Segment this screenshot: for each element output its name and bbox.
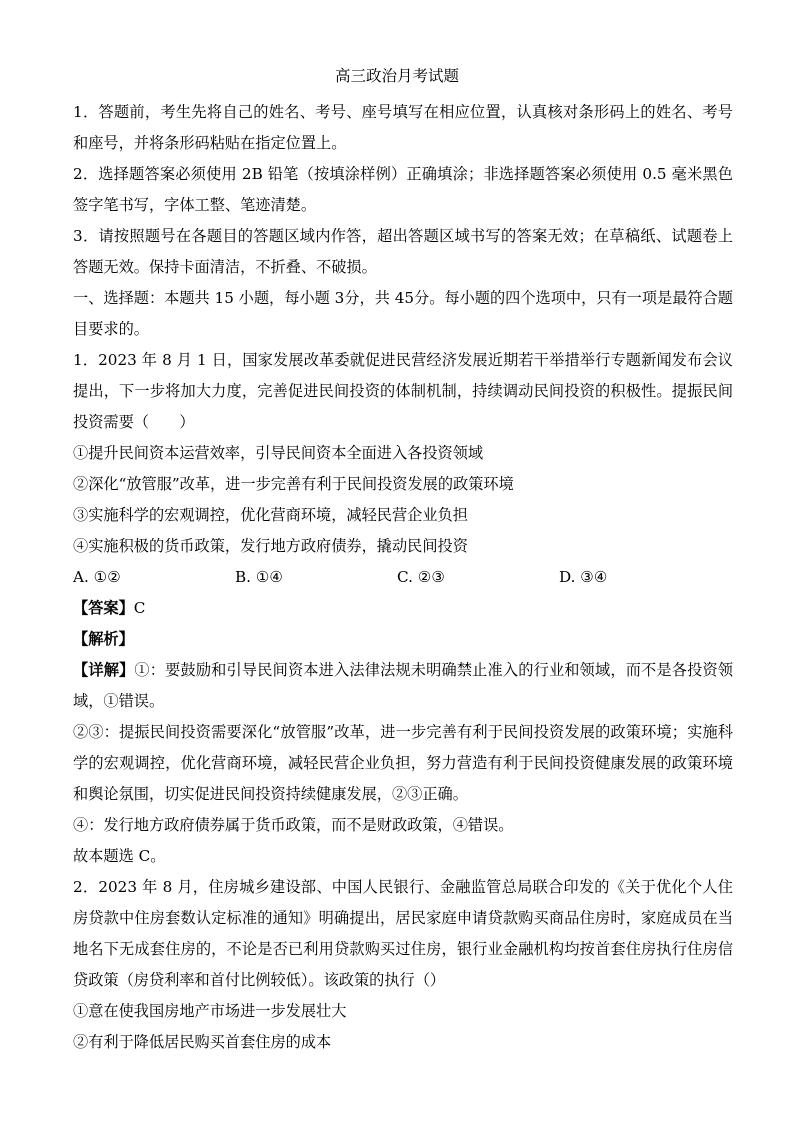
option-b: B. ①④ [235,568,284,586]
question-statement: ④实施积极的货币政策，发行地方政府债券，撬动民间投资 [73,537,468,555]
detail-label: 【详解】 [73,661,135,679]
question-statement: ②有利于降低居民购买首套住房的成本 [73,1033,332,1051]
question-statement: ①意在使我国房地产市场进一步发展壮大 [73,1002,347,1020]
answer-label: 【答案】 [73,599,134,617]
answer-line [73,593,733,624]
option-c: C. ②③ [397,568,445,586]
option-d: D. ③④ [559,568,608,586]
section-heading: 一、选择题：本题共 15 小题，每小题 3分，共 45分。每小题的四个选项中，只有一项是最符合题目要求的。 [73,289,733,338]
question-stem: 1．2023 年 8 月 1 日，国家发展改革委就促进民营经济发展近期若干举措举行专题新闻发布会议提出，下一步将加大力度，完善促进民间投资的体制机制，持续调动民间投资的积极性。提振民间投资需要（ ） [73,351,733,431]
document-body [73,97,733,1058]
notice-item: 1．答题前，考生先将自己的姓名、考号、座号填写在相应位置，认真核对条形码上的姓名、考号和座号，并将条形码粘贴在指定位置上。 [73,103,733,152]
detail-paragraph: ④：发行地方政府债券属于货币政策，而不是财政政策，④错误。 [73,816,514,834]
question-stem: 2．2023 年 8 月，住房城乡建设部、中国人民银行、金融监管总局联合印发的《关于优化个人住房贷款中住房套数认定标准的通知》明确提出，居民家庭申请贷款购买商品住房时，家庭成员在当地名下无成套住房的，不论是否已利用贷款购买过住房，银行业金融机构均按首套住房执行住房信贷政策（房贷利率和首付比例较低）。该政策的执行（） [73,878,733,989]
question-statement: ①提升民间资本运营效率，引导民间资本全面进入各投资领域 [73,444,484,462]
notice-item: 3．请按照题号在各题目的答题区域内作答，超出答题区域书写的答案无效；在草稿纸、试题卷上答题无效。保持卡面清洁，不折叠、不破损。 [73,227,733,276]
detail-paragraph: ②③：提振民间投资需要深化“放管服”改革，进一步完善有利于民间投资发展的政策环境；实施科学的宏观调控，优化营商环境，减轻民营企业负担，努力营造有利于民间投资健康发展的政策环境和舆论氛围，切实促进民间投资持续健康发展，②③正确。 [73,723,733,803]
notice-item: 2．选择题答案必须使用 2B 铅笔（按填涂样例）正确填涂；非选择题答案必须使用 0.5 毫米黑色签字笔书写，字体工整、笔迹清楚。 [73,165,733,214]
detail-conclusion: 故本题选 C。 [73,847,166,865]
page-title: 高三政治月考试题 [334,67,459,85]
detail-paragraph [73,655,733,717]
analysis-label: 【解析】 [73,630,134,648]
question-statement: ②深化“放管服”改革，进一步完善有利于民间投资发展的政策环境 [73,475,514,493]
question-statement: ③实施科学的宏观调控，优化营商环境，减轻民营企业负担 [73,506,468,524]
option-a: A. ①② [73,568,121,586]
detail-text: ①：要鼓励和引导民间资本进入法律法规未明确禁止准入的行业和领域，而不是各投资领域，①错误。 [73,661,734,710]
answer-options [73,562,733,593]
answer-value: C [133,599,146,617]
